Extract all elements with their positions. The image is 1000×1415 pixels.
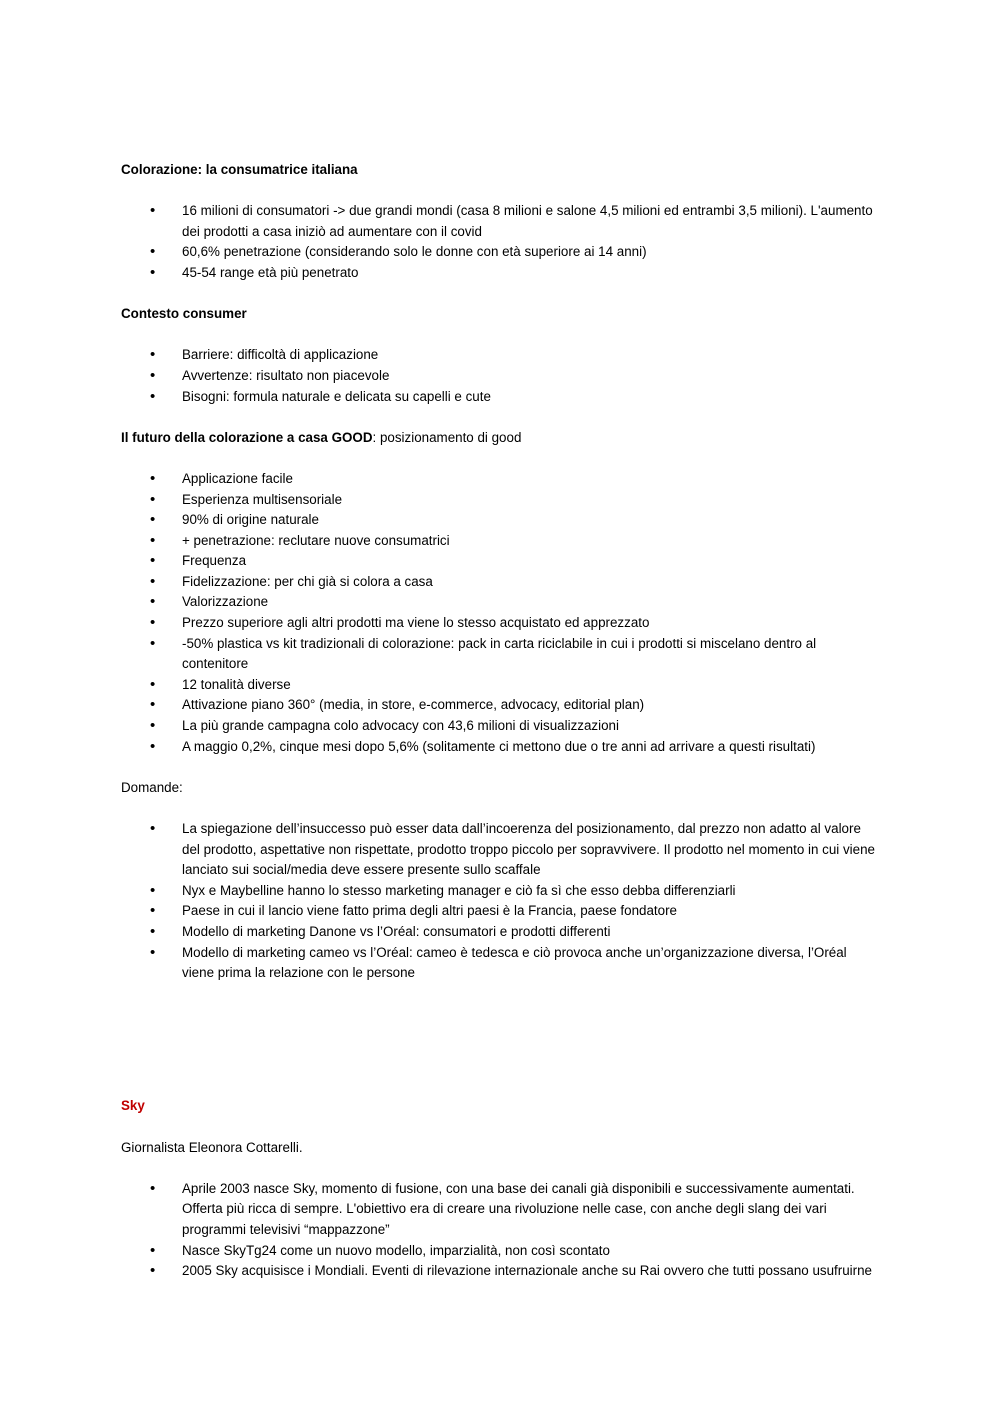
list-item: • Applicazione facile: [121, 469, 881, 490]
spacer: [121, 1004, 881, 1096]
list-item: • Fidelizzazione: per chi già si colora a casa: [121, 572, 881, 593]
list-item: • La spiegazione dell’insuccesso può esser data dall’incoerenza del posizionamento, dal prezzo non adatto al valore del prodotto, aspettative non rispettate, prodotto troppo piccolo per sopravvivere. Il prodotto nel momento in cui viene lanciato sui social/media deve essere presente sullo scaffale: [121, 819, 881, 881]
list-item: • 2005 Sky acquisisce i Mondiali. Eventi di rilevazione internazionale anche su Rai ovvero che tutti possano usufruirne: [121, 1261, 881, 1282]
list-item: • Aprile 2003 nasce Sky, momento di fusione, con una base dei canali già disponibili e successivamente aumentati. Offerta più ricca di sempre. L'obiettivo era di creare una rivoluzione nelle case, con anche degli slang dei vari programmi televisivi “mappazzone”: [121, 1179, 881, 1241]
list-item: • 12 tonalità diverse: [121, 675, 881, 696]
sky-intro: Giornalista Eleonora Cottarelli.: [121, 1139, 303, 1155]
list-item: • Paese in cui il lancio viene fatto prima degli altri paesi è la Francia, paese fondatore: [121, 901, 881, 922]
list-item: • Valorizzazione: [121, 592, 881, 613]
list-item: • 60,6% penetrazione (considerando solo le donne con età superiore ai 14 anni): [121, 242, 881, 263]
bullet-list-colorazione: [121, 201, 881, 283]
section-heading-domande: Domande:: [121, 779, 183, 795]
list-item: • Nyx e Maybelline hanno lo stesso marketing manager e ciò fa sì che esso debba differenziarli: [121, 881, 881, 902]
list-item: • Prezzo superiore agli altri prodotti ma viene lo stesso acquistato ed apprezzato: [121, 613, 881, 634]
document-page: [121, 160, 881, 1302]
bullet-list-contesto: [121, 345, 881, 407]
list-item: • + penetrazione: reclutare nuove consumatrici: [121, 531, 881, 552]
list-item: • Nasce SkyTg24 come un nuovo modello, imparzialità, non così scontato: [121, 1241, 881, 1262]
section-heading-sky: Sky: [121, 1098, 145, 1114]
list-item: • La più grande campagna colo advocacy con 43,6 milioni di visualizzazioni: [121, 716, 881, 737]
list-item: • 16 milioni di consumatori -> due grandi mondi (casa 8 milioni e salone 4,5 milioni ed entrambi 3,5 milioni). L'aumento dei prodotti a casa iniziò ad aumentare con il covid: [121, 201, 881, 242]
bullet-list-futuro: [121, 469, 881, 757]
list-item: • A maggio 0,2%, cinque mesi dopo 5,6% (solitamente ci mettono due o tre anni ad arrivare a questi risultati): [121, 737, 881, 758]
section-heading-contesto: Contesto consumer: [121, 306, 247, 322]
bullet-list-sky: [121, 1179, 881, 1282]
list-item: • Esperienza multisensoriale: [121, 490, 881, 511]
list-item: • Modello di marketing cameo vs l’Oréal: cameo è tedesca e ciò provoca anche un’organizzazione diversa, l’Oréal viene prima la relazione con le persone: [121, 943, 881, 984]
list-item: • Avvertenze: risultato non piacevole: [121, 366, 881, 387]
list-item: • Frequenza: [121, 551, 881, 572]
list-item: • Barriere: difficoltà di applicazione: [121, 345, 881, 366]
list-item: • Modello di marketing Danone vs l’Oréal: consumatori e prodotti differenti: [121, 922, 881, 943]
list-item: • 90% di origine naturale: [121, 510, 881, 531]
section-heading-futuro: Il futuro della colorazione a casa GOOD: posizionamento di good: [121, 429, 522, 445]
list-item: • Bisogni: formula naturale e delicata su capelli e cute: [121, 387, 881, 408]
list-item: • Attivazione piano 360° (media, in store, e-commerce, advocacy, editorial plan): [121, 695, 881, 716]
list-item: • 45-54 range età più penetrato: [121, 263, 881, 284]
spacer: [121, 1117, 881, 1138]
section-heading-colorazione: Colorazione: la consumatrice italiana: [121, 162, 358, 177]
list-item: • -50% plastica vs kit tradizionali di colorazione: pack in carta riciclabile in cui i prodotti si miscelano dentro al contenitore: [121, 634, 881, 675]
bullet-list-domande: [121, 819, 881, 984]
